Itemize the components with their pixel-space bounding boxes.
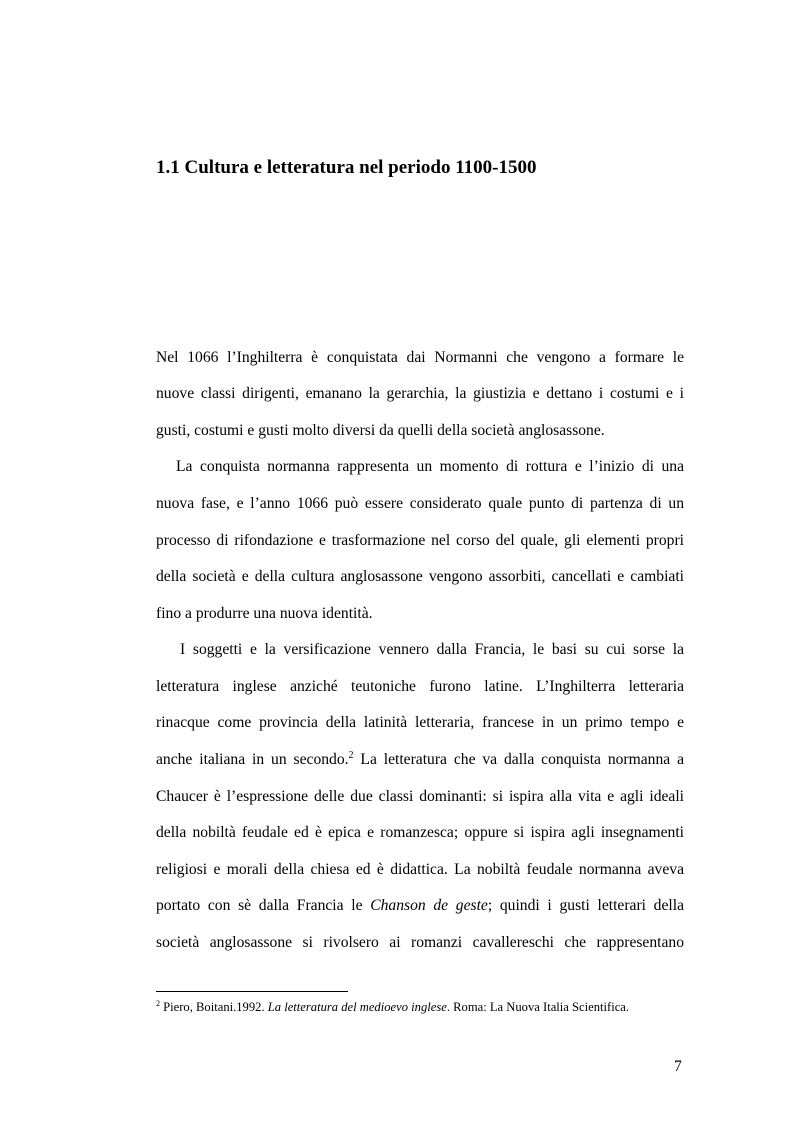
paragraph-1-line-1: Nel 1066 l’Inghilterra è conquistata dai Normanni che vengono a formare le <box>156 349 684 366</box>
paragraph-2-line-4: della società e della cultura anglosassone vengono assorbiti, cancellati e cambiati <box>156 568 684 585</box>
paragraph-3-line-9: società anglosassone si rivolsero ai romanzi cavallereschi che rappresentano <box>156 934 684 951</box>
paragraph-3-line-3: rinacque come provincia della latinità letteraria, francese in un primo tempo e <box>156 714 684 731</box>
footnote-number: 2 <box>156 999 160 1008</box>
paragraph-3-line-5: Chaucer è l’espressione delle due classi dominanti: si ispira alla vita e agli ideali <box>156 788 684 805</box>
paragraph-3-line-2: letteratura inglese anziché teutoniche furono latine. L’Inghilterra letteraria <box>156 678 684 695</box>
paragraph-3-line-6: della nobiltà feudale ed è epica e romanzesca; oppure si ispira agli insegnamenti <box>156 824 684 841</box>
paragraph-1-line-2: nuove classi dirigenti, emanano la gerarchia, la giustizia e dettano i costumi e i <box>156 385 684 402</box>
footnote-book-title: La letteratura del medioevo inglese <box>267 1000 447 1014</box>
footnote-reference[interactable]: 2 <box>348 750 354 761</box>
text-before-italic: portato con sè dalla Francia le <box>156 897 371 914</box>
footnote-publisher: . Roma: La Nuova Italia Scientifica. <box>446 1000 630 1014</box>
paragraph-2-line-5: fino a produrre una nuova identità. <box>156 605 373 622</box>
paragraph-3-line-1: I soggetti e la versificazione vennero dalla Francia, le basi su cui sorse la <box>180 641 684 658</box>
text-before-footnote-ref: anche italiana in un secondo. <box>156 751 349 768</box>
paragraph-2-line-2: nuova fase, e l’anno 1066 può essere considerato quale punto di partenza di un <box>156 495 684 512</box>
italic-title-chanson: Chanson de geste <box>370 897 488 914</box>
paragraph-2-line-1: La conquista normanna rappresenta un momento di rottura e l’inizio di una <box>176 458 684 475</box>
footnote-author: Piero, Boitani.1992. <box>160 1000 268 1014</box>
footnote <box>156 998 629 1016</box>
section-heading: 1.1 Cultura e letteratura nel periodo 1100-1500 <box>156 157 537 178</box>
paragraph-3-line-4 <box>156 749 684 771</box>
footnote-separator <box>156 991 348 992</box>
page-number: 7 <box>674 1058 682 1075</box>
text-after-footnote-ref: La letteratura che va dalla conquista normanna a <box>353 751 684 768</box>
paragraph-3-line-8 <box>156 895 684 917</box>
paragraph-3-line-7: religiosi e morali della chiesa ed è didattica. La nobiltà feudale normanna aveva <box>156 861 684 878</box>
text-after-italic: ; quindi i gusti letterari della <box>487 897 684 914</box>
paragraph-1-line-3: gusti, costumi e gusti molto diversi da quelli della società anglosassone. <box>156 422 605 439</box>
paragraph-2-line-3: processo di rifondazione e trasformazione nel corso del quale, gli elementi propri <box>156 532 684 549</box>
